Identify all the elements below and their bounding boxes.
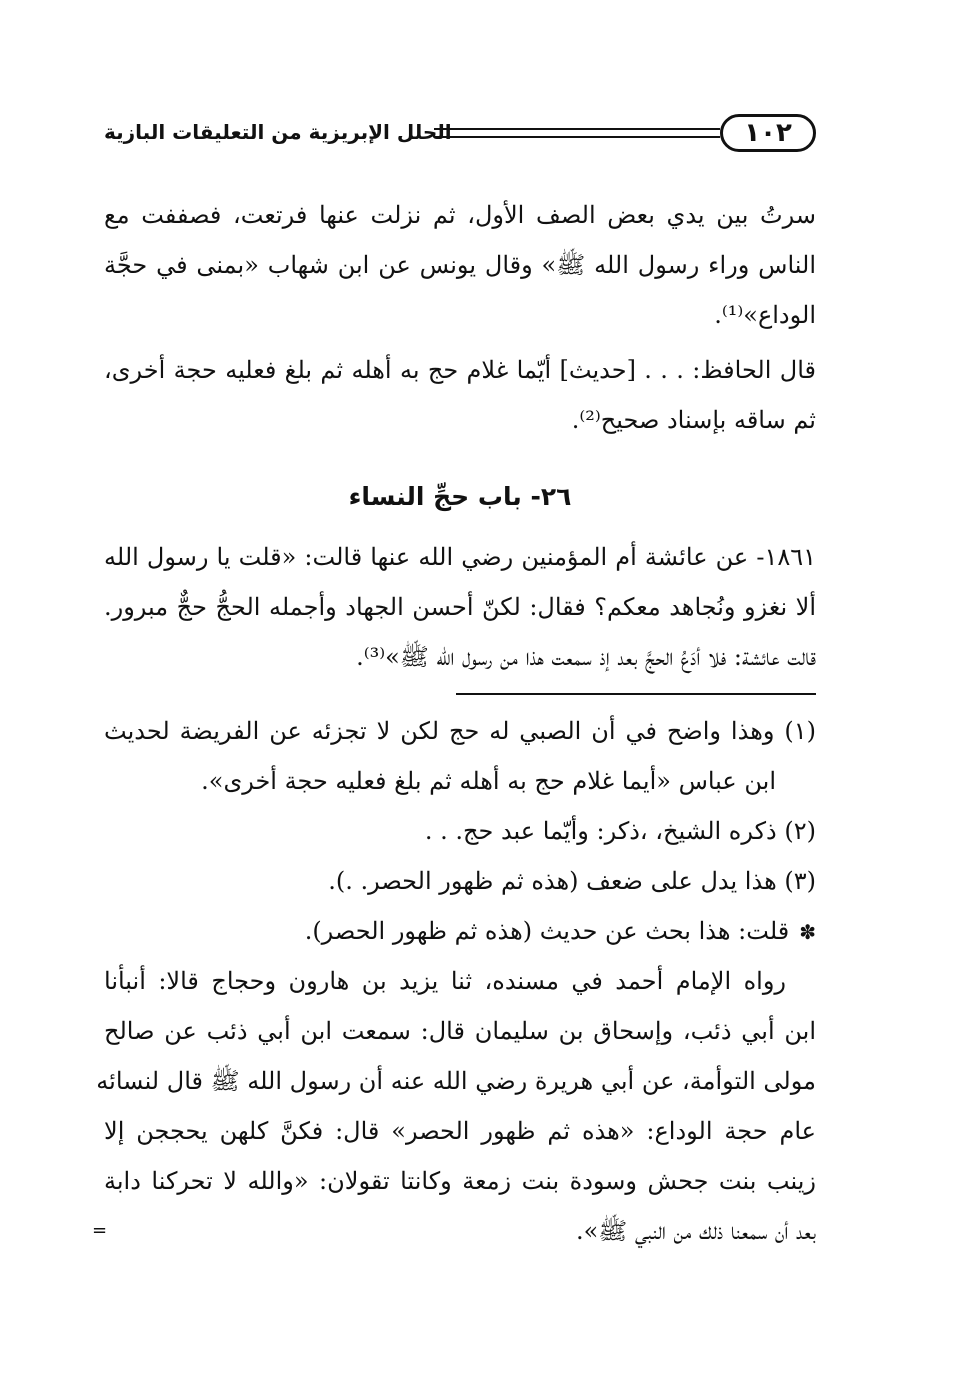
text-line: قالت عائشة: فلا أدَعُ الحجَّ بعد إذ سمعت هذا من رسول الله ﷺ»⁽³⁾. [356,643,816,671]
header-rule [434,128,720,138]
note-body-line: بعد أن سمعنا ذلك من النبي ﷺ». [575,1217,816,1245]
footnote-2: (٢) ذكره الشيخ، ،ذكر: وأيّما عبد حج. . . [424,817,816,845]
text-line: قال الحافظ: . . . [حديث] أيّما غلام حج به أهله ثم بلغ فعليه حجة أخرى، [104,356,816,384]
note-body-line: ابن أبي ذئب، وإسحاق بن سليمان قال: سمعت ابن أبي ذئب عن صالح [104,1017,816,1045]
asterisk-icon: ✽ [799,920,816,944]
footnote-separator [456,693,816,695]
note-body-line: مولى التوأمة، عن أبي هريرة رضي الله عنه أن رسول الله ﷺ قال لنسائه [96,1067,816,1095]
footnote-1-line: ابن عباس «أيما غلام حج به أهله ثم بلغ فعليه حجة أخرى». [201,767,776,795]
text-line: الناس وراء رسول الله ﷺ» وقال يونس عن ابن شهاب «بمنى في حجَّة [104,251,816,279]
text-line: ألا نغزو ونُجاهد معكم؟ فقال: لكنّ أحسن الجهاد وأجمله الحجُّ حجٌّ مبرور. [104,593,816,621]
paragraph-hafiz [104,345,816,445]
paragraph-continuation [104,190,816,340]
margin-mark: = [92,1220,108,1241]
note-text: قلت: هذا بحث عن حديث (هذه ثم ظهور الحصر). [304,917,790,945]
note-body [96,956,816,1256]
note-body-line: عام حجة الوداع: «هذه ثم ظهور الحصر» قال: فكنَّ كلهن يحججن إلا [104,1117,816,1145]
text-line: الوداع»⁽¹⁾. [714,301,816,329]
footnotes [104,706,816,956]
text-line: ثم ساقه بإسناد صحيح⁽²⁾. [571,406,816,434]
note-body-line: زينب بنت جحش وسودة بنت زمعة وكانتا تقولان: «والله لا تحركنا دابة [104,1167,816,1195]
page-header [104,112,816,158]
footnote-1-line: (١) وهذا واضح في أن الصبي له حج لكن لا تجزئه عن الفريضة لحديث [104,717,816,745]
text-line: ١٨٦١- عن عائشة أم المؤمنين رضي الله عنها قالت: «قلت يا رسول الله [104,543,816,571]
note-body-line: رواه الإمام أحمد في مسنده، ثنا يزيد بن هارون وحجاج قالا: أنبأنا [104,967,786,995]
text-line: سرتُ بين يدي بعض الصف الأول، ثم نزلت عنها فرتعت، فصففت مع [104,201,816,229]
book-title: الحلل الإبريزية من التعليقات البازية [104,120,452,144]
note-heading [104,906,816,956]
section-heading: ٢٦- باب حجِّ النساء [348,482,572,511]
footnote-3: (٣) هذا يدل على ضعف (هذه ثم ظهور الحصر. .). [328,867,816,895]
page-number: ١٠٢ [720,114,816,152]
hadith-1861 [104,532,816,682]
